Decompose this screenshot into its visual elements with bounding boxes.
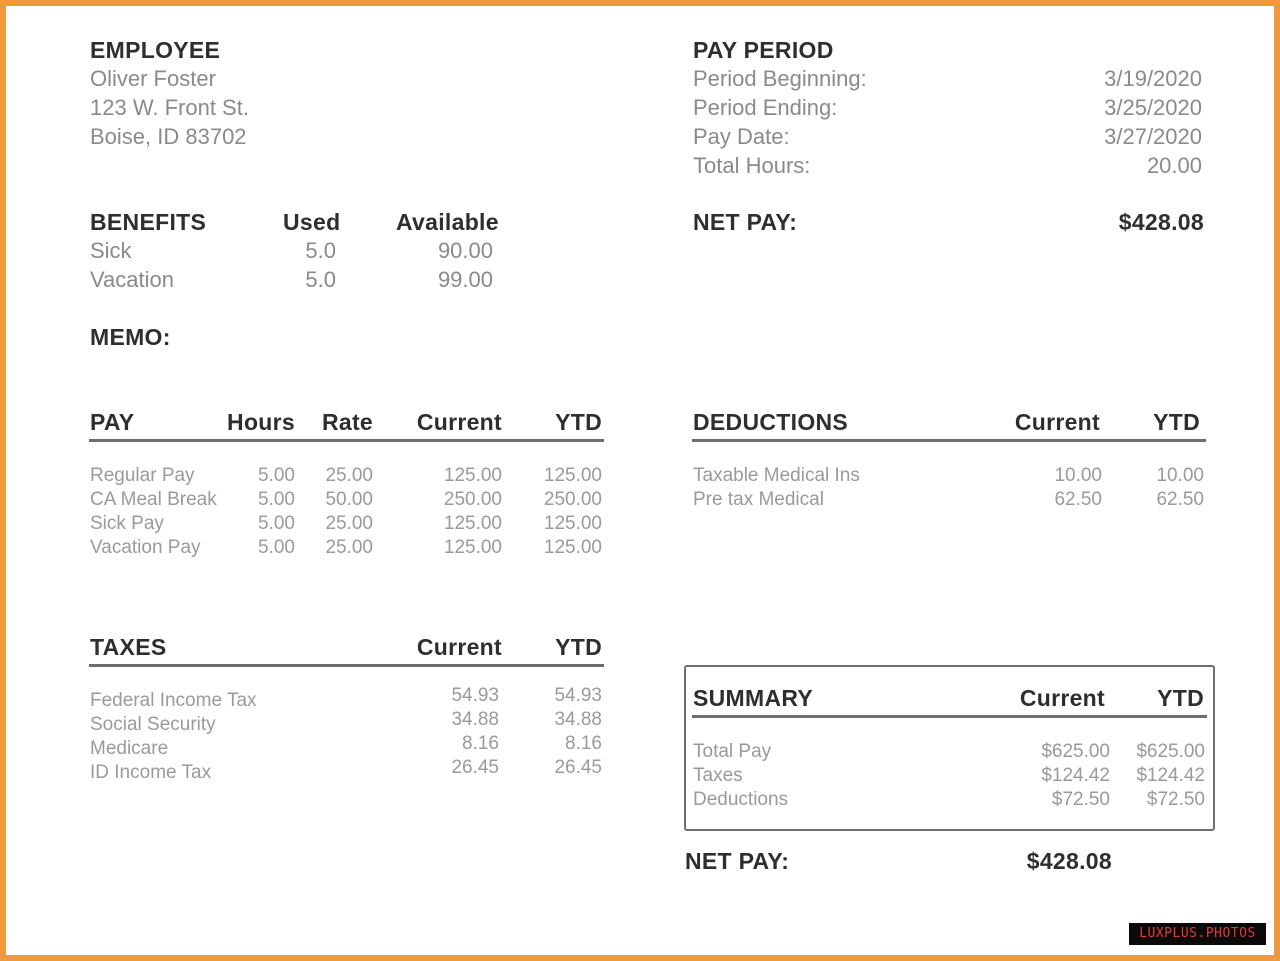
total-hours-label: Total Hours:	[693, 153, 811, 178]
deduction-row-name: Taxable Medical Ins	[693, 465, 860, 486]
tax-row-current: 26.45	[451, 757, 499, 778]
summary-row-name: Total Pay	[693, 741, 772, 762]
summary-row-ytd: $72.50	[1146, 789, 1205, 810]
benefit-used: 5.0	[305, 267, 336, 292]
deductions-heading: DEDUCTIONS	[693, 409, 849, 435]
pay-row-rate: 25.00	[325, 513, 373, 534]
tax-row-current: 34.88	[451, 709, 499, 730]
tax-row-ytd: 26.45	[554, 757, 602, 778]
summary-header-rule	[692, 715, 1207, 718]
deduction-row-current: 62.50	[1054, 489, 1102, 510]
pay-header-rule	[89, 439, 604, 442]
tax-row-current: 8.16	[462, 733, 499, 754]
benefits-heading: BENEFITS	[90, 209, 207, 235]
deductions-col-current: Current	[1014, 409, 1100, 435]
period-beginning-label: Period Beginning:	[693, 66, 867, 91]
pay-row-ytd: 125.00	[543, 465, 602, 486]
employee-name: Oliver Foster	[90, 66, 216, 91]
benefit-used: 5.0	[305, 238, 336, 263]
pay-row-current: 125.00	[443, 513, 502, 534]
deductions-header-rule	[692, 439, 1206, 442]
employee-address-line1: 123 W. Front St.	[90, 95, 249, 120]
deduction-row-current: 10.00	[1054, 465, 1102, 486]
deductions-col-ytd: YTD	[1153, 409, 1200, 435]
net-pay-label: NET PAY:	[693, 209, 798, 235]
pay-heading: PAY	[90, 409, 135, 435]
taxes-col-ytd: YTD	[555, 634, 602, 660]
tax-row-name: ID Income Tax	[90, 762, 212, 783]
period-ending-label: Period Ending:	[693, 95, 838, 120]
tax-row-current: 54.93	[451, 685, 499, 706]
pay-row-name: Regular Pay	[90, 465, 195, 486]
pay-row-rate: 50.00	[325, 489, 373, 510]
pay-col-rate: Rate	[321, 409, 373, 435]
watermark: LUXPLUS.PHOTOS	[1129, 923, 1266, 945]
period-beginning-value: 3/19/2020	[1104, 66, 1202, 91]
pay-col-current: Current	[416, 409, 502, 435]
net-pay-value: $428.08	[1118, 209, 1204, 235]
pay-date-label: Pay Date:	[693, 124, 790, 149]
pay-col-ytd: YTD	[555, 409, 602, 435]
tax-row-ytd: 8.16	[565, 733, 602, 754]
pay-date-value: 3/27/2020	[1104, 124, 1202, 149]
summary-heading: SUMMARY	[693, 685, 814, 711]
benefits-col-used: Used	[283, 209, 341, 235]
total-hours-value: 20.00	[1146, 153, 1202, 178]
deduction-row-ytd: 62.50	[1156, 489, 1204, 510]
taxes-col-current: Current	[416, 634, 502, 660]
tax-row-name: Federal Income Tax	[90, 690, 257, 711]
pay-row-name: Sick Pay	[90, 513, 164, 534]
tax-row-ytd: 54.93	[554, 685, 602, 706]
pay-row-rate: 25.00	[325, 537, 373, 558]
pay-row-hours: 5.00	[258, 537, 295, 558]
pay-row-current: 125.00	[443, 537, 502, 558]
memo-label: MEMO:	[90, 324, 171, 350]
summary-row-name: Taxes	[693, 765, 743, 786]
pay-row-rate: 25.00	[325, 465, 373, 486]
pay-row-name: Vacation Pay	[90, 537, 201, 558]
pay-col-hours: Hours	[227, 409, 295, 435]
employee-heading: EMPLOYEE	[90, 37, 221, 63]
tax-row-name: Social Security	[90, 714, 216, 735]
summary-net-pay-value: $428.08	[1026, 848, 1112, 874]
benefit-available: 90.00	[437, 238, 493, 263]
benefit-name: Sick	[90, 238, 132, 263]
pay-period-heading: PAY PERIOD	[693, 37, 834, 63]
pay-row-current: 125.00	[443, 465, 502, 486]
taxes-header-rule	[89, 664, 604, 667]
pay-row-hours: 5.00	[258, 489, 295, 510]
pay-row-current: 250.00	[443, 489, 502, 510]
pay-row-ytd: 125.00	[543, 513, 602, 534]
period-ending-value: 3/25/2020	[1104, 95, 1202, 120]
deduction-row-name: Pre tax Medical	[693, 489, 824, 510]
tax-row-name: Medicare	[90, 738, 169, 759]
benefit-name: Vacation	[90, 267, 174, 292]
summary-row-current: $124.42	[1041, 765, 1110, 786]
summary-row-ytd: $625.00	[1136, 741, 1205, 762]
deduction-row-ytd: 10.00	[1156, 465, 1204, 486]
pay-row-ytd: 250.00	[543, 489, 602, 510]
tax-row-ytd: 34.88	[554, 709, 602, 730]
summary-row-ytd: $124.42	[1136, 765, 1205, 786]
pay-row-name: CA Meal Break	[90, 489, 217, 510]
pay-row-ytd: 125.00	[543, 537, 602, 558]
summary-row-current: $72.50	[1051, 789, 1110, 810]
summary-net-pay-label: NET PAY:	[685, 848, 790, 874]
pay-row-hours: 5.00	[258, 513, 295, 534]
taxes-heading: TAXES	[90, 634, 167, 660]
employee-address-line2: Boise, ID 83702	[90, 124, 247, 149]
pay-row-hours: 5.00	[258, 465, 295, 486]
benefit-available: 99.00	[437, 267, 493, 292]
benefits-col-available: Available	[396, 209, 499, 235]
summary-row-name: Deductions	[693, 789, 789, 810]
summary-row-current: $625.00	[1041, 741, 1110, 762]
summary-col-ytd: YTD	[1157, 685, 1204, 711]
summary-col-current: Current	[1019, 685, 1105, 711]
